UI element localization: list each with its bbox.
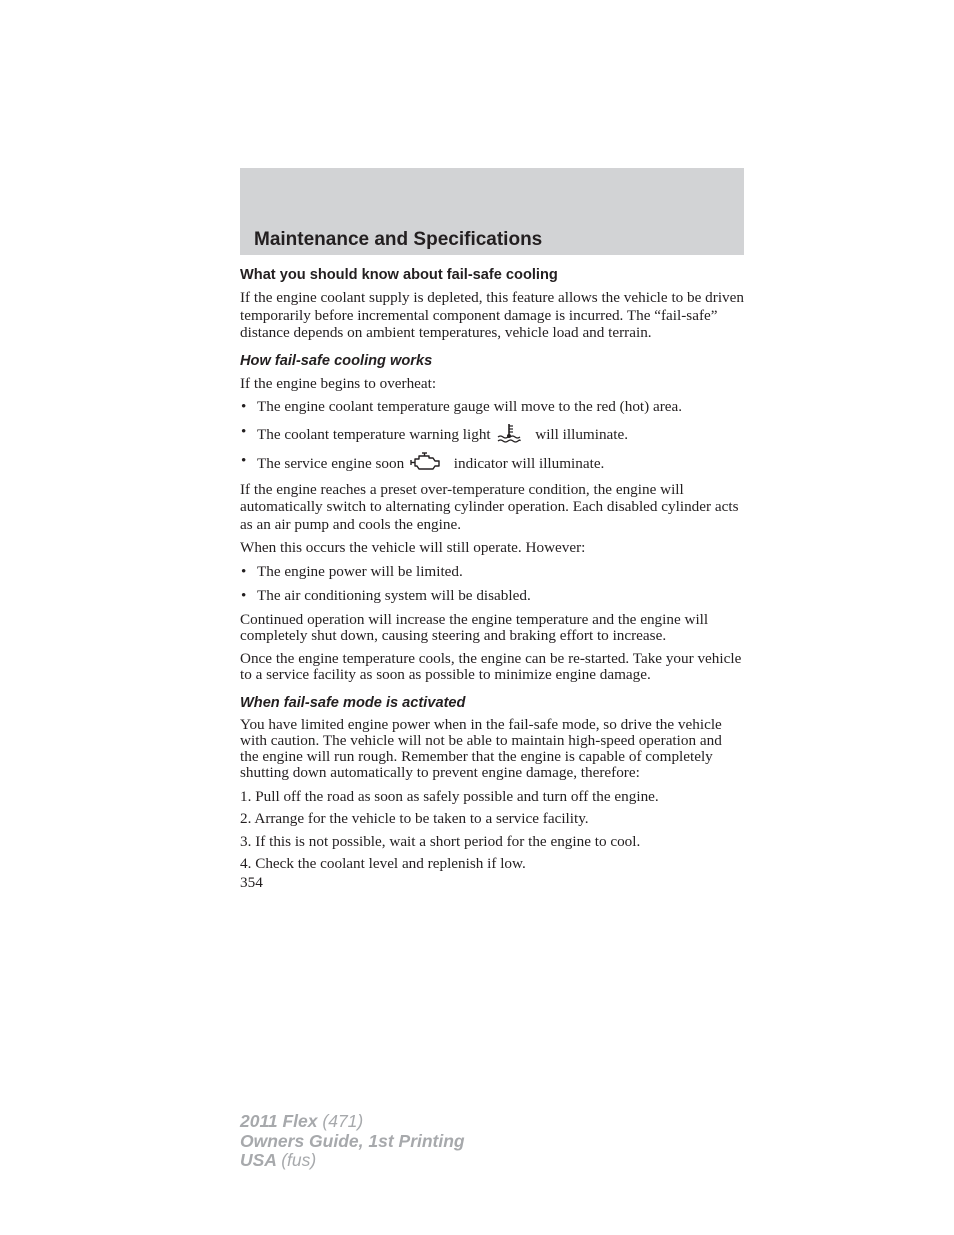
list-item xyxy=(240,587,744,605)
step-item: 2. Arrange for the vehicle to be taken to a service facility. xyxy=(240,810,589,828)
still-operate-text: When this occurs the vehicle will still operate. However: xyxy=(240,539,586,556)
bullet-glyph: • xyxy=(241,587,247,604)
footer-line-market xyxy=(240,1151,465,1171)
coolant-temperature-warning-icon xyxy=(497,423,521,443)
bullet-glyph: • xyxy=(241,452,247,469)
footer-model-code: (471) xyxy=(322,1111,364,1131)
service-engine-soon-icon xyxy=(410,452,442,472)
list-item xyxy=(240,423,744,444)
failsafe-heading: What you should know about fail-safe cooling xyxy=(240,267,558,283)
step-item: 3. If this is not possible, wait a short period for the engine to cool. xyxy=(240,832,641,850)
section-title: Maintenance and Specifications xyxy=(254,229,543,250)
step-item: 4. Check the coolant level and replenish if low. xyxy=(240,855,526,873)
page-number: 354 xyxy=(240,873,263,891)
footer-market: USA xyxy=(240,1150,277,1170)
continued-paragraph: Continued operation will increase the engine temperature and the engine will completely shut down, causing steering and braking effort to increase. xyxy=(240,610,709,644)
activated-paragraph: You have limited engine power when in the fail-safe mode, so drive the vehicle with caution. The vehicle will not be able to maintain high-speed operation and the engine will run rough. Remember that the engine is capable of completely shutting down automatically to prevent engine damage, therefore: xyxy=(240,715,722,782)
overtemp-paragraph: If the engine reaches a preset over-temperature condition, the engine will automatically switch to alternating cylinder operation. Each disabled cylinder acts as an air pump and cools the engine. xyxy=(240,480,739,533)
footer-market-code: (fus) xyxy=(281,1150,317,1170)
bullet-text: The coolant temperature warning light xyxy=(257,425,491,443)
bullet-text: The air conditioning system will be disabled. xyxy=(257,587,531,604)
bullet-text: will illuminate. xyxy=(535,425,629,443)
footer-line-model xyxy=(240,1112,465,1132)
page-content xyxy=(240,266,744,891)
bullet-glyph: • xyxy=(241,398,247,415)
activated-heading: When fail-safe mode is activated xyxy=(240,694,466,711)
section-header-band xyxy=(240,168,744,255)
intro-paragraph: If the engine coolant supply is depleted, this feature allows the vehicle to be driven temporarily before incremental component damage is incurred. The “fail-safe” distance depends on ambient temperatures, vehicle load and terrain. xyxy=(240,289,744,341)
bullet-text: The engine power will be limited. xyxy=(257,562,463,580)
bullet-glyph: • xyxy=(241,562,247,580)
overheat-intro: If the engine begins to overheat: xyxy=(240,374,437,392)
restart-paragraph: Once the engine temperature cools, the engine can be re-started. Take your vehicle to a service facility as soon as possible to minimize engine damage. xyxy=(240,649,742,683)
bullet-text: indicator will illuminate. xyxy=(453,455,605,472)
list-item xyxy=(240,398,744,416)
footer-line-printing: Owners Guide, 1st Printing xyxy=(240,1130,465,1151)
bullet-text: The service engine soon xyxy=(257,455,405,472)
step-item: 1. Pull off the road as soon as safely possible and turn off the engine. xyxy=(240,787,659,805)
bullet-glyph: • xyxy=(241,422,247,440)
bullet-text: The engine coolant temperature gauge will move to the red (hot) area. xyxy=(257,398,683,415)
print-footer xyxy=(240,1112,465,1171)
footer-model: 2011 Flex xyxy=(240,1111,318,1131)
list-item xyxy=(240,452,744,473)
list-item xyxy=(240,563,744,581)
how-works-heading: How fail-safe cooling works xyxy=(240,352,433,369)
